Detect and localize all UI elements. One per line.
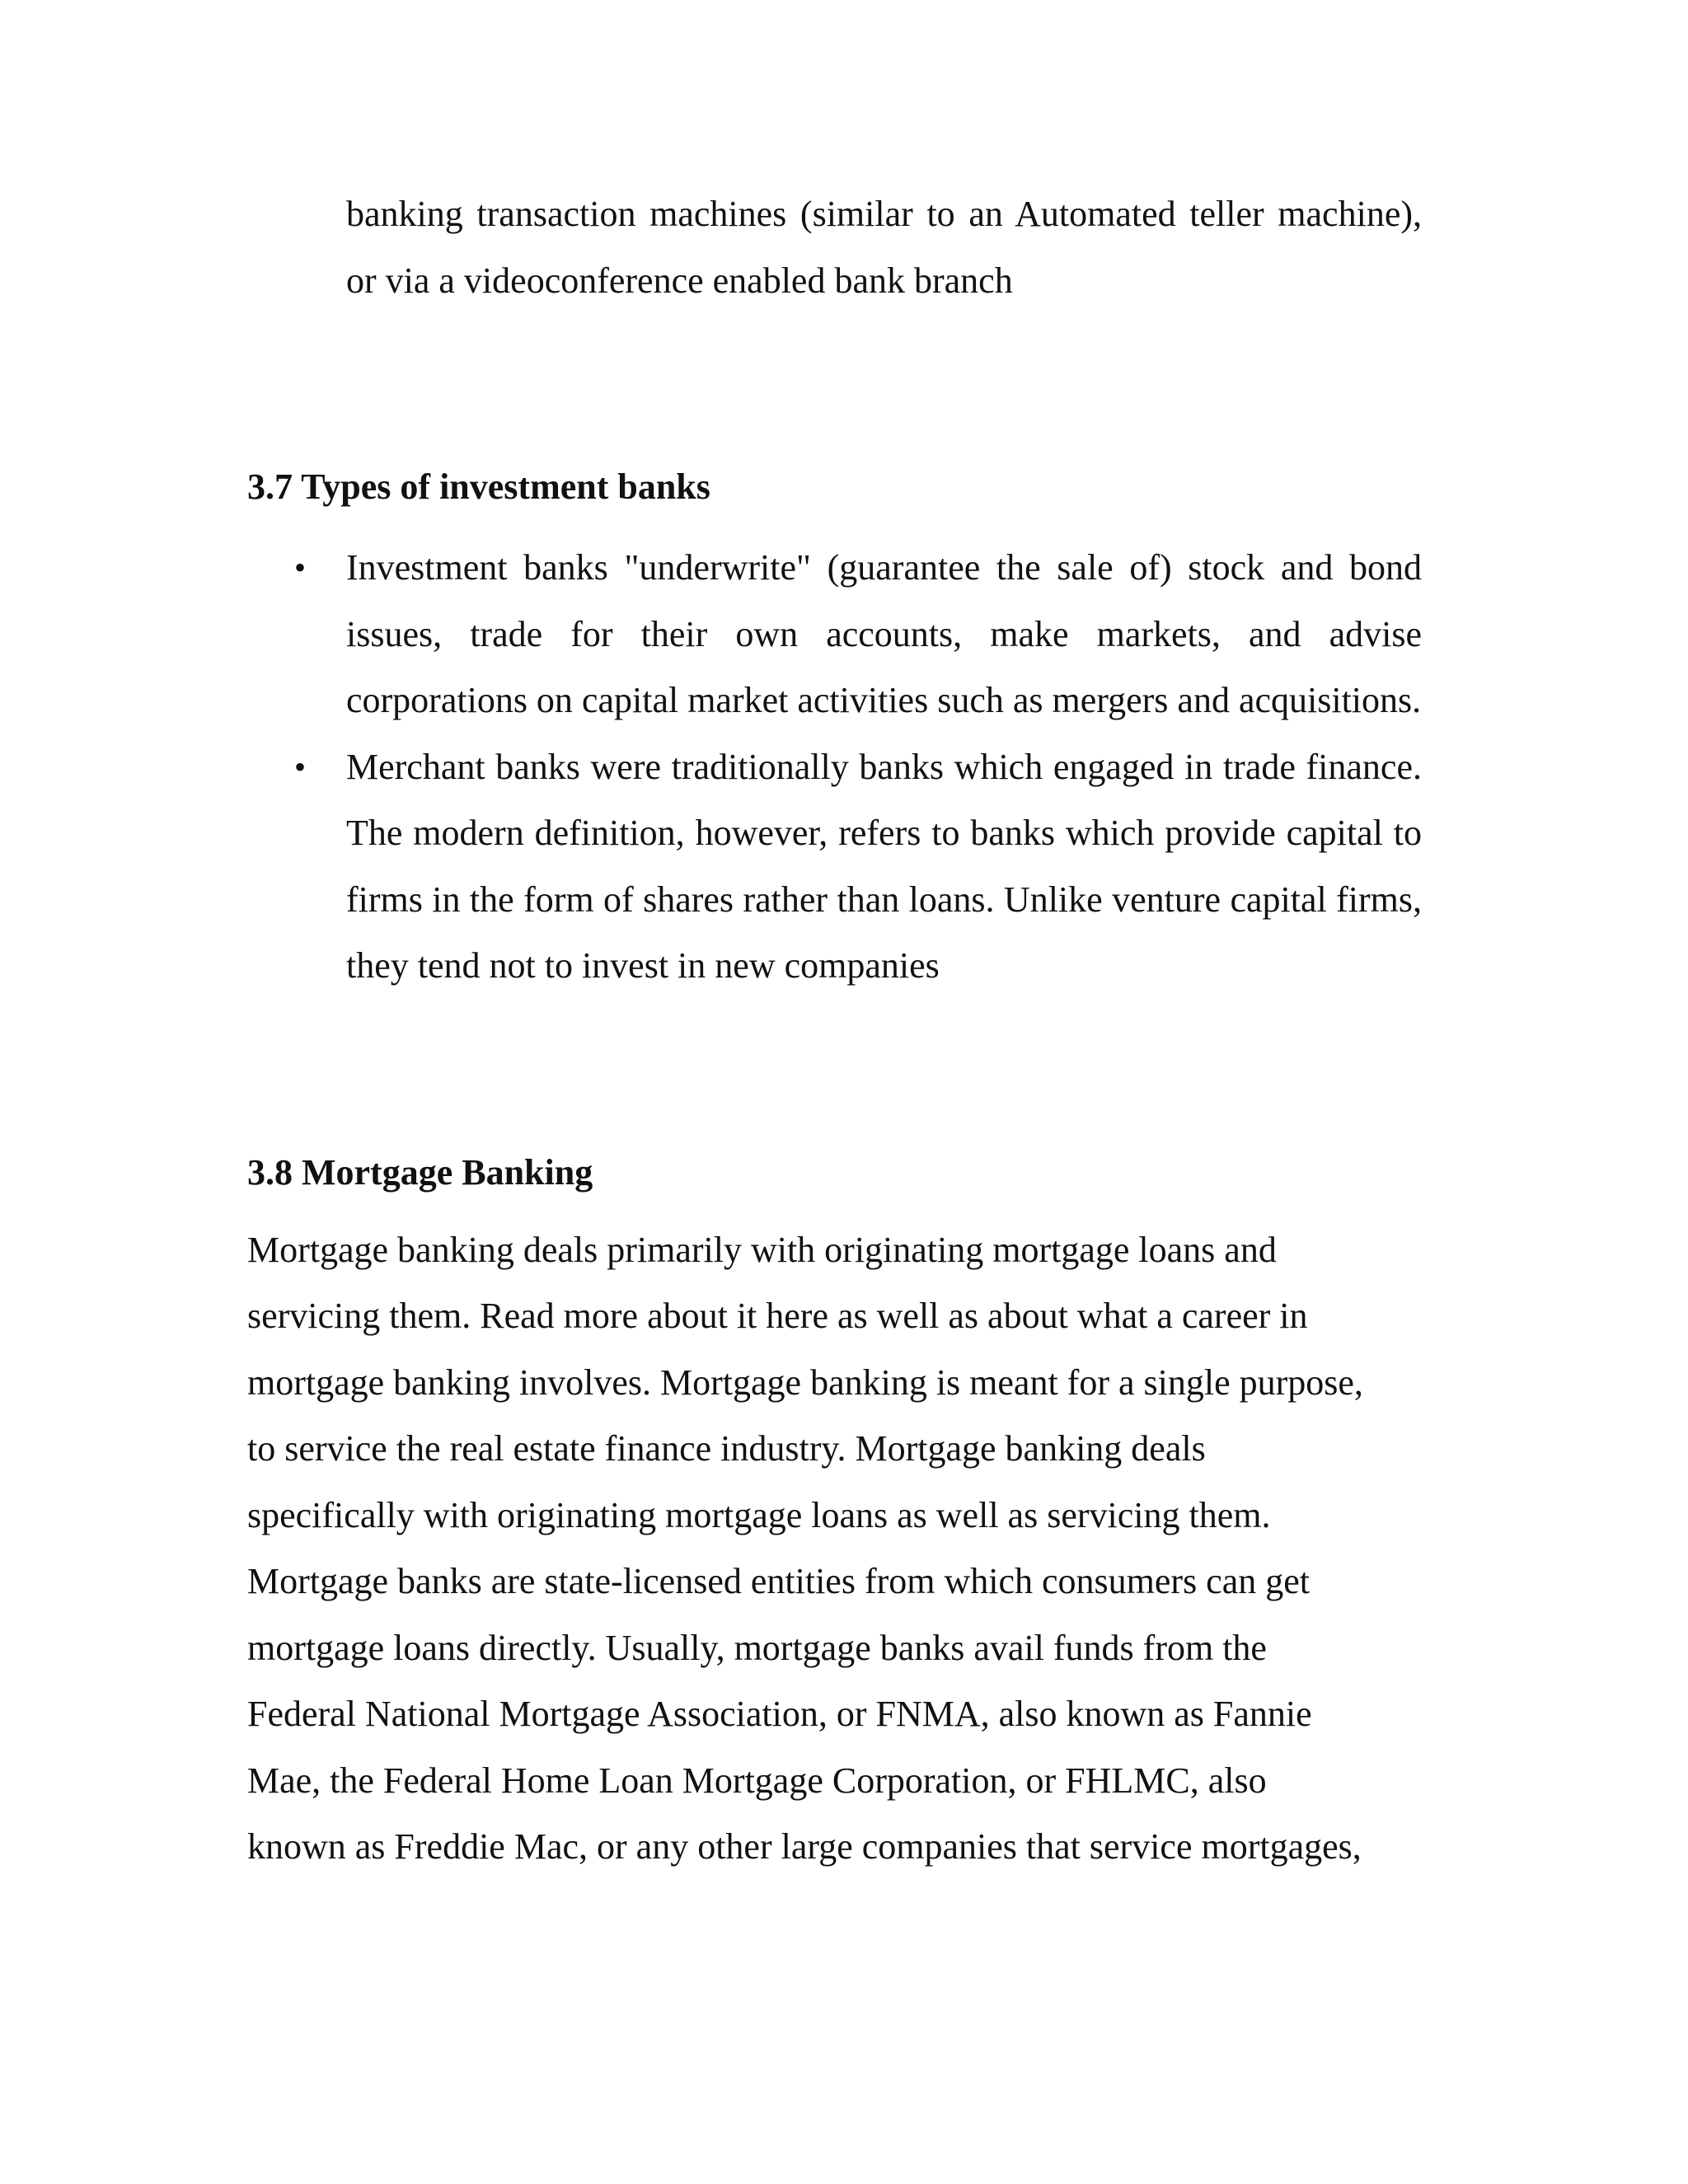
paragraph-line: Mae, the Federal Home Loan Mortgage Corporation, or FHLMC, also xyxy=(247,1760,1267,1801)
section-heading-mortgage-banking: 3.8 Mortgage Banking xyxy=(247,1151,593,1193)
mortgage-banking-paragraph xyxy=(247,1217,1422,1881)
bullet-text: Investment banks "underwrite" (guarantee the sale of) stock and bond issues, trade for their own accounts, make markets, and advise corporations on capital market activities such as mergers and acquisitions. xyxy=(346,547,1422,720)
paragraph-line: Mortgage banking deals primarily with originating mortgage loans and xyxy=(247,1229,1277,1270)
list-item xyxy=(294,734,1422,1000)
section-heading-investment-banks: 3.7 Types of investment banks xyxy=(247,466,710,507)
page-content xyxy=(247,181,1422,1881)
paragraph-line: Mortgage banks are state-licensed entities from which consumers can get xyxy=(247,1561,1310,1601)
bullet-icon: • xyxy=(294,748,307,785)
paragraph-line: servicing them. Read more about it here as well as about what a career in xyxy=(247,1296,1308,1336)
continuation-paragraph: banking transaction machines (similar to an Automated teller machine), or via a videoconference enabled bank branch xyxy=(346,194,1422,301)
investment-banks-bullet-list xyxy=(247,535,1422,1000)
paragraph-line: specifically with originating mortgage loans as well as servicing them. xyxy=(247,1494,1271,1535)
bullet-icon: • xyxy=(294,549,307,586)
list-item xyxy=(294,535,1422,734)
paragraph-line: mortgage banking involves. Mortgage banking is meant for a single purpose, xyxy=(247,1361,1363,1403)
bullet-text: Merchant banks were traditionally banks which engaged in trade finance. The modern definition, however, refers to banks which provide capital to firms in the form of shares rather than loans. Unlike venture capital firms, they tend not to invest in new companies xyxy=(346,746,1422,986)
paragraph-line: known as Freddie Mac, or any other large companies that service mortgages, xyxy=(247,1826,1362,1867)
paragraph-line: to service the real estate finance industry. Mortgage banking deals xyxy=(247,1428,1206,1469)
paragraph-line: mortgage loans directly. Usually, mortgage banks avail funds from the xyxy=(247,1627,1267,1668)
paragraph-line: Federal National Mortgage Association, or FNMA, also known as Fannie xyxy=(247,1694,1312,1734)
